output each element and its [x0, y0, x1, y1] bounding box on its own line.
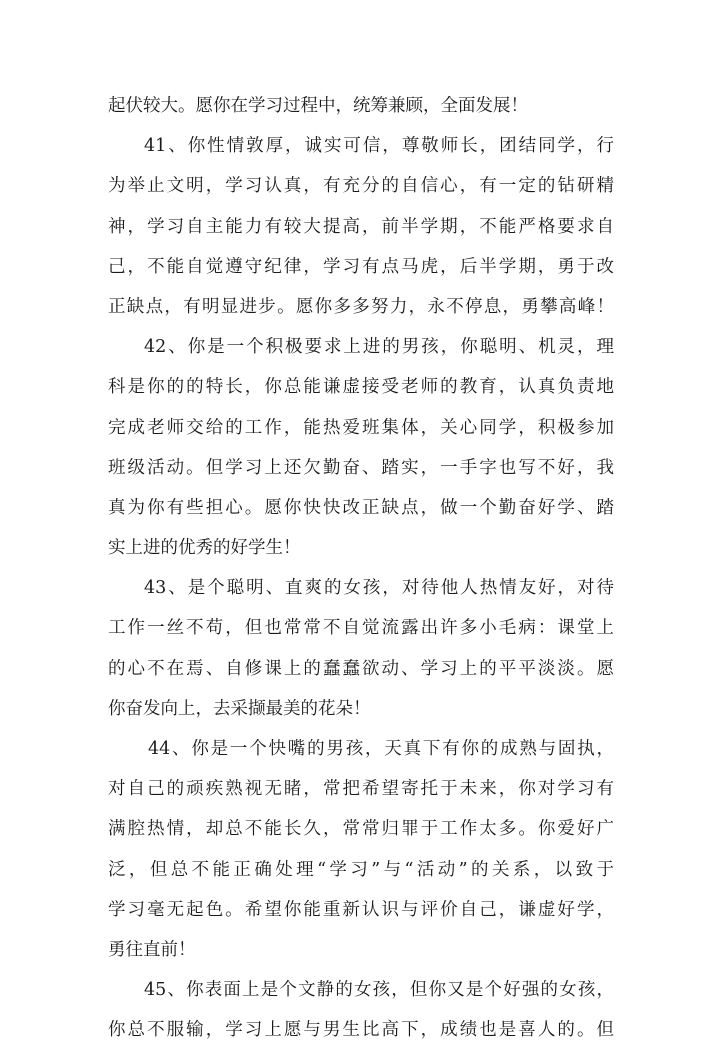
- text-line: 科是你的的特长，你总能谦虚接受老师的教育，认真负责地: [108, 377, 614, 398]
- document-body: [108, 86, 614, 1051]
- text-line: 真为你有些担心。愿你快快改正缺点，做一个勤奋好学、踏: [108, 497, 614, 518]
- paragraph-41-start: 41、你性情敦厚，诚实可信，尊敬师长，团结同学，行: [144, 136, 614, 157]
- text-line: 起伏较大。愿你在学习过程中，统筹兼顾，全面发展！: [108, 96, 528, 116]
- text-line: 对自己的顽疾熟视无睹，常把希望寄托于未来，你对学习有: [108, 779, 614, 800]
- paragraph-43-start: 43、是个聪明、直爽的女孩，对待他人热情友好，对待: [144, 578, 614, 599]
- text-line: 你总不服输，学习上愿与男生比高下，成绩也是喜人的。但: [108, 1020, 614, 1041]
- text-line: 满腔热情，却总不能长久，常常归罪于工作太多。你爱好广: [108, 819, 614, 840]
- text-line: 正缺点，有明显进步。愿你多多努力，永不停息，勇攀高峰！: [108, 296, 614, 317]
- text-line: 己，不能自觉遵守纪律，学习有点马虎，后半学期，勇于改: [108, 256, 614, 277]
- paragraph-45-start: 45、你表面上是个文静的女孩，但你又是个好强的女孩，: [144, 980, 614, 1001]
- text-line: 为举止文明，学习认真，有充分的自信心，有一定的钻研精: [108, 176, 614, 197]
- text-line: 完成老师交给的工作，能热爱班集体，关心同学，积极参加: [108, 417, 614, 438]
- paragraph-44-start: 44、你是一个快嘴的男孩，天真下有你的成熟与固执，: [148, 739, 614, 759]
- paragraph-42-start: 42、你是一个积极要求上进的男孩，你聪明、机灵，理: [144, 337, 614, 358]
- text-line: 班级活动。但学习上还欠勤奋、踏实，一手字也写不好，我: [108, 457, 614, 478]
- text-line: 神，学习自主能力有较大提高，前半学期，不能严格要求自: [108, 216, 614, 237]
- text-line: 学习毫无起色。希望你能重新认识与评价自己，谦虚好学，: [108, 899, 614, 920]
- text-line: 工作一丝不苟，但也常常不自觉流露出许多小毛病：课堂上: [108, 618, 614, 639]
- text-line: 的心不在焉、自修课上的蠢蠢欲动、学习上的平平淡淡。愿: [108, 658, 614, 679]
- text-line: 泛，但总不能正确处理“学习”与“活动”的关系，以致于: [108, 859, 614, 880]
- text-line: 勇往直前！: [108, 939, 196, 960]
- text-line: 实上进的优秀的好学生！: [108, 538, 301, 559]
- text-line: 你奋发向上，去采撷最美的花朵！: [108, 698, 371, 719]
